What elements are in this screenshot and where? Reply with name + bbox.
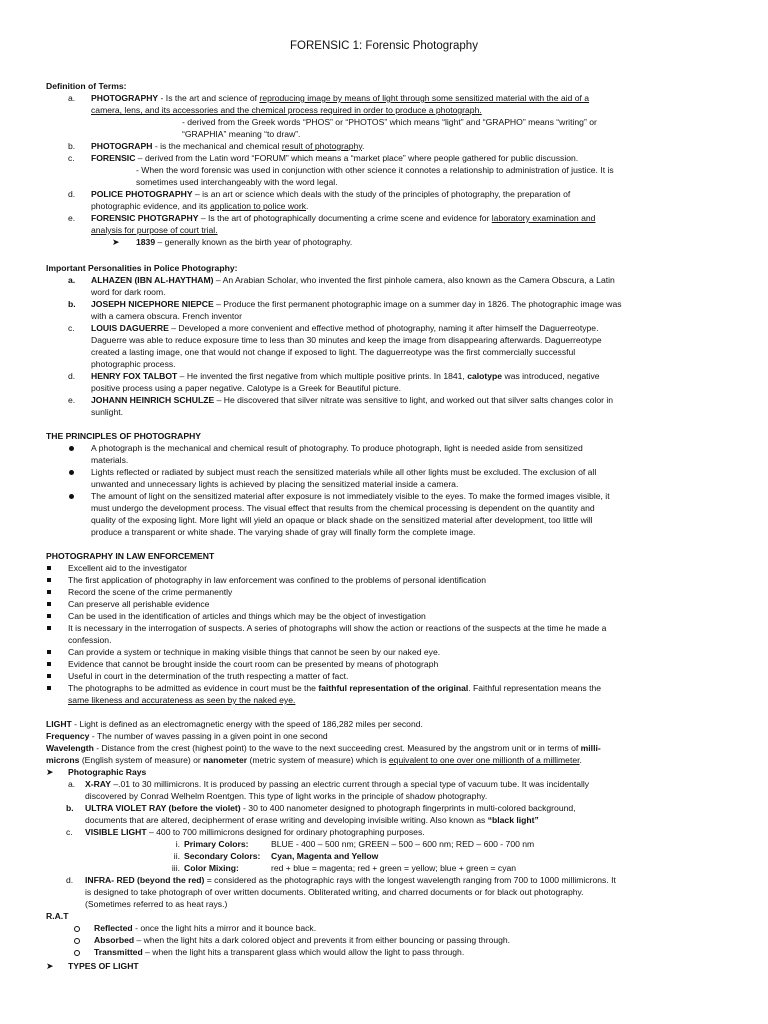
pers-b-marker: b. bbox=[68, 299, 76, 309]
frequency-line bbox=[46, 730, 328, 742]
ray-d-term: INFRA- RED (beyond the red) bbox=[85, 875, 205, 885]
pers-c-line1 bbox=[91, 322, 598, 334]
pers-c-l4: photographic process. bbox=[91, 359, 176, 369]
ray-d-l1: = considered as the photographic rays with the longest wavelength ranging from 700 to 1000 millimicrons. It bbox=[204, 875, 616, 885]
def-c-sub2: sometimes used interchangeably with the word legal. bbox=[136, 177, 338, 187]
pers-e-line1 bbox=[91, 394, 613, 406]
rat-reflected-text: - once the light hits a mirror and it bounce back. bbox=[132, 923, 317, 933]
def-d-line2: photographic evidence, and its application to police work. bbox=[91, 201, 309, 211]
personalities-heading: Important Personalities in Police Photography: bbox=[46, 263, 238, 273]
def-a-term: PHOTOGRAPHY bbox=[91, 93, 159, 103]
ray-a-marker: a. bbox=[68, 779, 76, 789]
circle-bullet-icon bbox=[74, 938, 80, 944]
wavelength-text3: (metric system of measure) which is bbox=[247, 755, 389, 765]
ray-a-line1 bbox=[85, 778, 589, 790]
ray-ci-label: Primary Colors: bbox=[184, 839, 249, 849]
ray-c-marker: c. bbox=[66, 827, 73, 837]
def-b-line: PHOTOGRAPH - is the mechanical and chemical result of photography. bbox=[91, 141, 365, 151]
ray-b-line1 bbox=[85, 802, 576, 814]
light-line bbox=[46, 718, 423, 730]
law-item-4: Can preserve all perishable evidence bbox=[68, 599, 210, 609]
arrow-bullet-icon: ➤ bbox=[112, 237, 120, 247]
law-item-10-l1 bbox=[68, 682, 601, 694]
square-bullet-icon bbox=[47, 578, 51, 582]
principle-2-l2: unwanted and unnecessary lights is achieved by placing the sensitized material inside a camera. bbox=[91, 479, 459, 489]
frequency-text: - The number of waves passing in a given point in one second bbox=[89, 731, 328, 741]
rat-absorbed-text: – when the light hits a dark colored object and prevents it from either bouncing or passing through. bbox=[134, 935, 511, 945]
rat-absorbed bbox=[94, 934, 510, 946]
def-e-year: 1839 bbox=[136, 237, 156, 247]
frequency-term: Frequency bbox=[46, 731, 90, 741]
principle-1-l1: A photograph is the mechanical and chemical result of photography. To produce photograph, light is needed aside from sensitized bbox=[91, 443, 583, 453]
square-bullet-icon bbox=[47, 566, 51, 570]
law-item-10-ul: same likeness and accurateness as seen by the naked eye. bbox=[68, 695, 296, 705]
def-a-marker: a. bbox=[68, 93, 76, 103]
pers-b-l2: with a camera obscura. French inventor bbox=[91, 311, 242, 321]
rat-heading: R.A.T bbox=[46, 911, 69, 921]
def-e-ul2: analysis for purpose of court trial. bbox=[91, 225, 218, 235]
types-of-light-heading: TYPES OF LIGHT bbox=[68, 961, 139, 971]
pers-c-l2: Daguerre was able to reduce exposure time to less than 30 minutes and keep the image from disappearing afterwards. Daguerreotype bbox=[91, 335, 602, 345]
def-e-term: FORENSIC PHOTGRAPHY bbox=[91, 213, 199, 223]
pers-d-line1 bbox=[91, 370, 600, 382]
pers-c-l3: created a lasting image, one that would not change if exposed to light. The daguerreotype was the first commercially successful bbox=[91, 347, 576, 357]
ray-b-term: ULTRA VIOLET RAY (before the violet) bbox=[85, 803, 241, 813]
ray-d-line1 bbox=[85, 874, 616, 886]
law-item-2: The first application of photography in law enforcement was confined to the problems of personal identification bbox=[68, 575, 486, 585]
pers-d-bold: calotype bbox=[467, 371, 503, 381]
ray-d-l2: is designed to take photograph of over written documents. Obliterated writing, and charred documents or for black out photography. bbox=[85, 887, 584, 897]
def-d-line1 bbox=[91, 188, 570, 200]
wavelength-text2: (English system of measure) or bbox=[79, 755, 204, 765]
principle-3-l4: produce a transparent or white shade. The varying shade of gray will finally form the complete image. bbox=[91, 527, 476, 537]
pers-a-marker: a. bbox=[68, 275, 76, 285]
pers-c-name: LOUIS DAGUERRE bbox=[91, 323, 169, 333]
bullet-dot-icon bbox=[69, 494, 74, 499]
ray-d-marker: d. bbox=[66, 875, 74, 885]
ray-ci-marker: i. bbox=[175, 839, 180, 849]
rays-heading: Photographic Rays bbox=[68, 767, 147, 777]
def-b-marker: b. bbox=[68, 141, 76, 151]
def-e-ul1: laboratory examination and bbox=[491, 213, 596, 223]
wavelength-line1 bbox=[46, 742, 601, 754]
def-c-text: – derived from the Latin word “FORUM” which means a “market place” where people gathered for public discussion. bbox=[135, 153, 579, 163]
law-heading: PHOTOGRAPHY IN LAW ENFORCEMENT bbox=[46, 551, 215, 561]
law-item-10-b: . Faithful representation means the bbox=[468, 683, 602, 693]
pers-d-l1b: was introduced, negative bbox=[502, 371, 600, 381]
square-bullet-icon bbox=[47, 626, 51, 630]
ray-b-line2 bbox=[85, 814, 539, 826]
light-term: LIGHT bbox=[46, 719, 72, 729]
ray-b-l1: - 30 to 400 nanometer designed to photograph fingerprints in multi-colored background, bbox=[240, 803, 576, 813]
wavelength-bold1: milli- bbox=[580, 743, 601, 753]
def-a-ul2: camera, lens, and its accessories and the chemical process required in order to produce a photograph. bbox=[91, 105, 482, 115]
rat-transmitted-term: Transmitted bbox=[94, 947, 143, 957]
ray-b-marker: b. bbox=[66, 803, 74, 813]
def-e-year-line bbox=[136, 236, 352, 248]
arrow-bullet-icon: ➤ bbox=[46, 961, 54, 971]
ray-a-l2: discovered by Conrad Welhelm Roentgen. This type of light works in the principle of shadow photography. bbox=[85, 791, 488, 801]
def-c-sub1: - When the word forensic was used in conjunction with other science it connotes a relationship to administration of justice. It is bbox=[136, 165, 614, 175]
pers-b-l1: – Produce the first permanent photographic image on a summer day in 1826. The photographic image was bbox=[213, 299, 622, 309]
pers-a-l2: word for dark room. bbox=[91, 287, 166, 297]
principle-3-l3: quality of the exposing light. More light will yield an opaque or black shade on the sensitized material after development, too little will bbox=[91, 515, 593, 525]
ray-a-term: X-RAY bbox=[85, 779, 111, 789]
def-d-text1: – is an art or science which deals with the study of the principles of photography, the preparation of bbox=[192, 189, 571, 199]
pers-e-name: JOHANN HEINRICH SCHULZE bbox=[91, 395, 215, 405]
law-item-10-a: The photographs to be admitted as evidence in court must be the bbox=[68, 683, 319, 693]
ray-ciii-value: red + blue = magenta; red + green = yellow; blue + green = cyan bbox=[271, 863, 517, 873]
square-bullet-icon bbox=[47, 614, 51, 618]
wavelength-term: Wavelength bbox=[46, 743, 94, 753]
def-a-ul1: reproducing image by means of light through some sensitized material with the aid of a bbox=[259, 93, 590, 103]
ray-ciii-label: Color Mixing: bbox=[184, 863, 239, 873]
bullet-dot-icon bbox=[69, 446, 74, 451]
pers-e-l2: sunlight. bbox=[91, 407, 124, 417]
pers-b-name: JOSEPH NICEPHORE NIEPCE bbox=[91, 299, 214, 309]
def-c-line bbox=[91, 152, 578, 164]
law-item-6-l2: confession. bbox=[68, 635, 112, 645]
law-item-7: Can provide a system or technique in making visible things that cannot be seen by our naked eye. bbox=[68, 647, 441, 657]
square-bullet-icon bbox=[47, 650, 51, 654]
pers-d-l1: – He invented the first negative from which multiple positive prints. In 1841, bbox=[177, 371, 468, 381]
principles-heading: THE PRINCIPLES OF PHOTOGRAPHY bbox=[46, 431, 202, 441]
pers-c-marker: c. bbox=[68, 323, 75, 333]
wavelength-ul: equivalent to one over one millionth of a millimeter bbox=[388, 755, 580, 765]
ray-ciii-marker: iii. bbox=[171, 863, 180, 873]
wavelength-text1: - Distance from the crest (highest point) to the wave to the next succeeding crest. Measured by the angstrom unit or in terms of bbox=[93, 743, 581, 753]
def-e-text1: – Is the art of photographically documenting a crime scene and evidence for bbox=[198, 213, 492, 223]
ray-cii-marker: ii. bbox=[173, 851, 180, 861]
law-item-6-l1: It is necessary in the interrogation of suspects. A series of photographs will show the action or reactions of the suspects at the time he made a bbox=[68, 623, 607, 633]
square-bullet-icon bbox=[47, 602, 51, 606]
rat-transmitted bbox=[94, 946, 464, 958]
circle-bullet-icon bbox=[74, 926, 80, 932]
def-d-term: POLICE PHOTOGRAPHY bbox=[91, 189, 193, 199]
pers-b-line1 bbox=[91, 298, 622, 310]
pers-a-l1: – An Arabian Scholar, who invented the first pinhole camera, also known as the Camera Obscura, a Latin bbox=[213, 275, 615, 285]
pers-c-l1: – Developed a more convenient and effective method of photography, naming it after himself the Daguerreotype. bbox=[168, 323, 599, 333]
rat-transmitted-text: – when the light hits a transparent glass which would allow the light to pass through. bbox=[142, 947, 465, 957]
ray-a-l1: –.01 to 30 millimicrons. It is produced by passing an electric current through a special type of vacuum tube. It was incidentally bbox=[110, 779, 590, 789]
principle-2-l1: Lights reflected or radiated by subject must reach the sensitized materials while all other lights must be excluded. The exclusion of all bbox=[91, 467, 597, 477]
arrow-bullet-icon: ➤ bbox=[46, 767, 54, 777]
ray-cii-value: Cyan, Magenta and Yellow bbox=[271, 851, 379, 861]
def-e-line1 bbox=[91, 212, 595, 224]
def-d-text2: photographic evidence, and its bbox=[91, 201, 210, 211]
def-b-ul: result of photography bbox=[281, 141, 362, 151]
rat-reflected-term: Reflected bbox=[94, 923, 133, 933]
circle-bullet-icon bbox=[74, 950, 80, 956]
principle-1-l2: materials. bbox=[91, 455, 129, 465]
law-item-8: Evidence that cannot be brought inside the court room can be presented by means of photograph bbox=[68, 659, 439, 669]
bullet-dot-icon bbox=[69, 470, 74, 475]
def-a-text1: - Is the art and science of bbox=[158, 93, 260, 103]
def-a-derived: - derived from the Greek words “PHOS” or “PHOTOS” which means “light” and “GRAPHO” means “writing” or bbox=[182, 117, 597, 127]
law-item-10-bold: faithful representation of the original bbox=[318, 683, 469, 693]
law-item-5: Can be used in the identification of articles and things which may be the object of investigation bbox=[68, 611, 426, 621]
square-bullet-icon bbox=[47, 686, 51, 690]
ray-b-l2: documents that are altered, decipherment of erase writing and developing invisible writing. Also known as bbox=[85, 815, 488, 825]
def-b-term: PHOTOGRAPH bbox=[91, 141, 153, 151]
wavelength-bold3: nanometer bbox=[203, 755, 248, 765]
def-c-term: FORENSIC bbox=[91, 153, 136, 163]
square-bullet-icon bbox=[47, 662, 51, 666]
principle-3-l2: must undergo the development process. The visual effect that results from the chemical processing is dependent on the quantity and bbox=[91, 503, 595, 513]
principle-3-l1: The amount of light on the sensitized material after exposure is not immediately visible to the eyes. To make the formed images visible, it bbox=[91, 491, 610, 501]
ray-d-l3: (Sometimes referred to as heat rays.) bbox=[85, 899, 228, 909]
law-item-3: Record the scene of the crime permanently bbox=[68, 587, 233, 597]
pers-d-name: HENRY FOX TALBOT bbox=[91, 371, 178, 381]
def-e-marker: e. bbox=[68, 213, 76, 223]
square-bullet-icon bbox=[47, 590, 51, 594]
pers-e-l1: – He discovered that silver nitrate was sensitive to light, and worked out that silver salts changes color in bbox=[214, 395, 614, 405]
ray-c-line bbox=[85, 826, 425, 838]
def-a-line1 bbox=[91, 92, 589, 104]
definitions-heading: Definition of Terms: bbox=[46, 81, 127, 91]
def-d-marker: d. bbox=[68, 189, 76, 199]
def-d-ul: application to police work bbox=[209, 201, 306, 211]
ray-ci-value: BLUE - 400 – 500 nm; GREEN – 500 – 600 nm; RED – 600 - 700 nm bbox=[271, 839, 535, 849]
pers-a-line1 bbox=[91, 274, 615, 286]
ray-c-text: – 400 to 700 millimicrons designed for ordinary photographing purposes. bbox=[146, 827, 425, 837]
ray-b-bold: “black light” bbox=[487, 815, 539, 825]
law-item-9: Useful in court in the determination of the truth respecting a matter of fact. bbox=[68, 671, 349, 681]
pers-d-marker: d. bbox=[68, 371, 76, 381]
wavelength-line2: microns (English system of measure) or nanometer (metric system of measure) which is equivalent to one over one millionth of a millimeter. bbox=[46, 755, 582, 765]
def-b-text: - is the mechanical and chemical bbox=[152, 141, 282, 151]
law-item-1: Excellent aid to the investigator bbox=[68, 563, 187, 573]
ray-cii-label: Secondary Colors: bbox=[184, 851, 261, 861]
square-bullet-icon bbox=[47, 674, 51, 678]
ray-c-term: VISIBLE LIGHT bbox=[85, 827, 147, 837]
rat-absorbed-term: Absorbed bbox=[94, 935, 135, 945]
pers-e-marker: e. bbox=[68, 395, 76, 405]
pers-a-name: ALHAZEN (IBN AL-HAYTHAM) bbox=[91, 275, 214, 285]
rat-reflected bbox=[94, 922, 316, 934]
wavelength-bold2: microns bbox=[46, 755, 80, 765]
page-title: FORENSIC 1: Forensic Photography bbox=[290, 40, 478, 52]
def-a-derived2: “GRAPHIA” meaning “to draw”. bbox=[182, 129, 301, 139]
def-e-year-text: – generally known as the birth year of photography. bbox=[155, 237, 353, 247]
def-c-marker: c. bbox=[68, 153, 75, 163]
light-text: - Light is defined as an electromagnetic energy with the speed of 186,282 miles per second. bbox=[71, 719, 423, 729]
pers-d-l2: positive process using a paper negative. Calotype is a Greek for Beautiful picture. bbox=[91, 383, 402, 393]
